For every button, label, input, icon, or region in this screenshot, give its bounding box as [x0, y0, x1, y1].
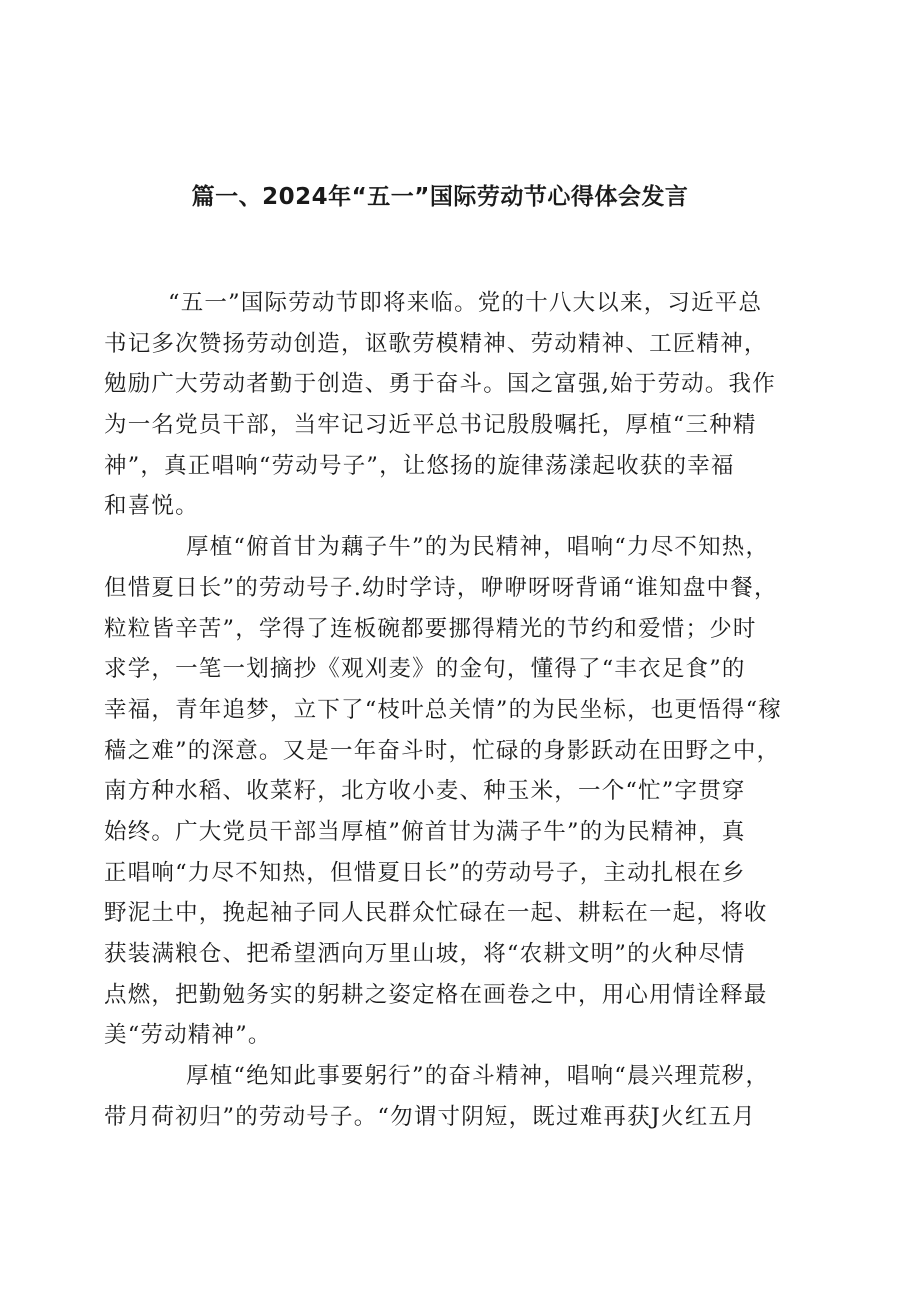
- text-line: 美“劳动精神”。: [104, 1022, 272, 1049]
- text-line: 始终。广大党员干部当厚植”俯首甘为满子牛”的为民精神，真: [104, 818, 746, 845]
- paragraph-2: [104, 527, 794, 1056]
- text-line: 带月荷初归”的劳动号子。“勿谓寸阴短，既过难再获J火红五月: [104, 1103, 756, 1130]
- paragraph-3: [104, 1056, 794, 1137]
- text-line: 为一名党员干部，当牢记习近平总书记殷殷嘱托，厚植“三种精: [104, 412, 757, 439]
- text-line: 求学，一笔一划摘抄《观刈麦》的金句，懂得了“丰衣足食”的: [104, 656, 746, 683]
- text-line: 厚植“绝知此事要躬行”的奋斗精神，唱响“晨兴理荒秽，: [186, 1063, 770, 1090]
- text-line: 获装满粮仓、把希望洒向万里山坡，将“农耕文明”的火种尽情: [104, 941, 746, 967]
- text-line: 正唱响“力尽不知热，但惜夏日长”的劳动号子，主动扎根在乡: [104, 859, 746, 886]
- document-title: 篇一、2024年“五一”国际劳动节心得体会发言: [191, 184, 689, 210]
- text-line: 野泥土中，挽起袖子同人民群众忙碌在一起、耕耘在一起，将收: [104, 900, 768, 927]
- text-line: 厚植“俯首甘为藕子牛”的为民精神，唱响“力尽不知热，: [186, 534, 770, 561]
- text-line: 但惜夏日长”的劳动号子.幼时学诗，咿咿呀呀背诵“谁知盘中餐，: [104, 574, 778, 601]
- text-line: “五一”国际劳动节即将来临。党的十八大以来，习近平总: [168, 290, 763, 316]
- text-line: 神”，真正唱响“劳动号子”，让悠扬的旋律荡漾起收获的幸福: [104, 452, 735, 479]
- text-line: 粒粒皆辛苦”，学得了连板碗都要挪得精光的节约和爱惜；少时: [104, 615, 757, 642]
- text-line: 南方种水稻、收菜籽，北方收小麦、种玉米，一个“忙”字贯穿: [104, 778, 746, 805]
- text-line: 书记多次赞扬劳动创造，讴歌劳模精神、劳动精神、工匠精神，: [104, 330, 768, 357]
- document-body: [104, 283, 794, 1137]
- text-line: 幸福，青年追梦，立下了“枝叶总关情”的为民坐标，也更悟得“稼: [104, 696, 783, 723]
- text-line: 勉励广大劳动者勤于创造、勇于奋斗。国之富强,始于劳动。我作: [104, 371, 776, 398]
- text-line: 穑之难”的深意。又是一年奋斗时，忙碌的身影跃动在田野之中，: [104, 737, 781, 764]
- text-line: 和喜悦。: [104, 493, 199, 520]
- text-line: 点燃，把勤勉务实的躬耕之姿定格在画卷之中，用心用情诠释最: [104, 981, 768, 1008]
- paragraph-1: [104, 283, 794, 527]
